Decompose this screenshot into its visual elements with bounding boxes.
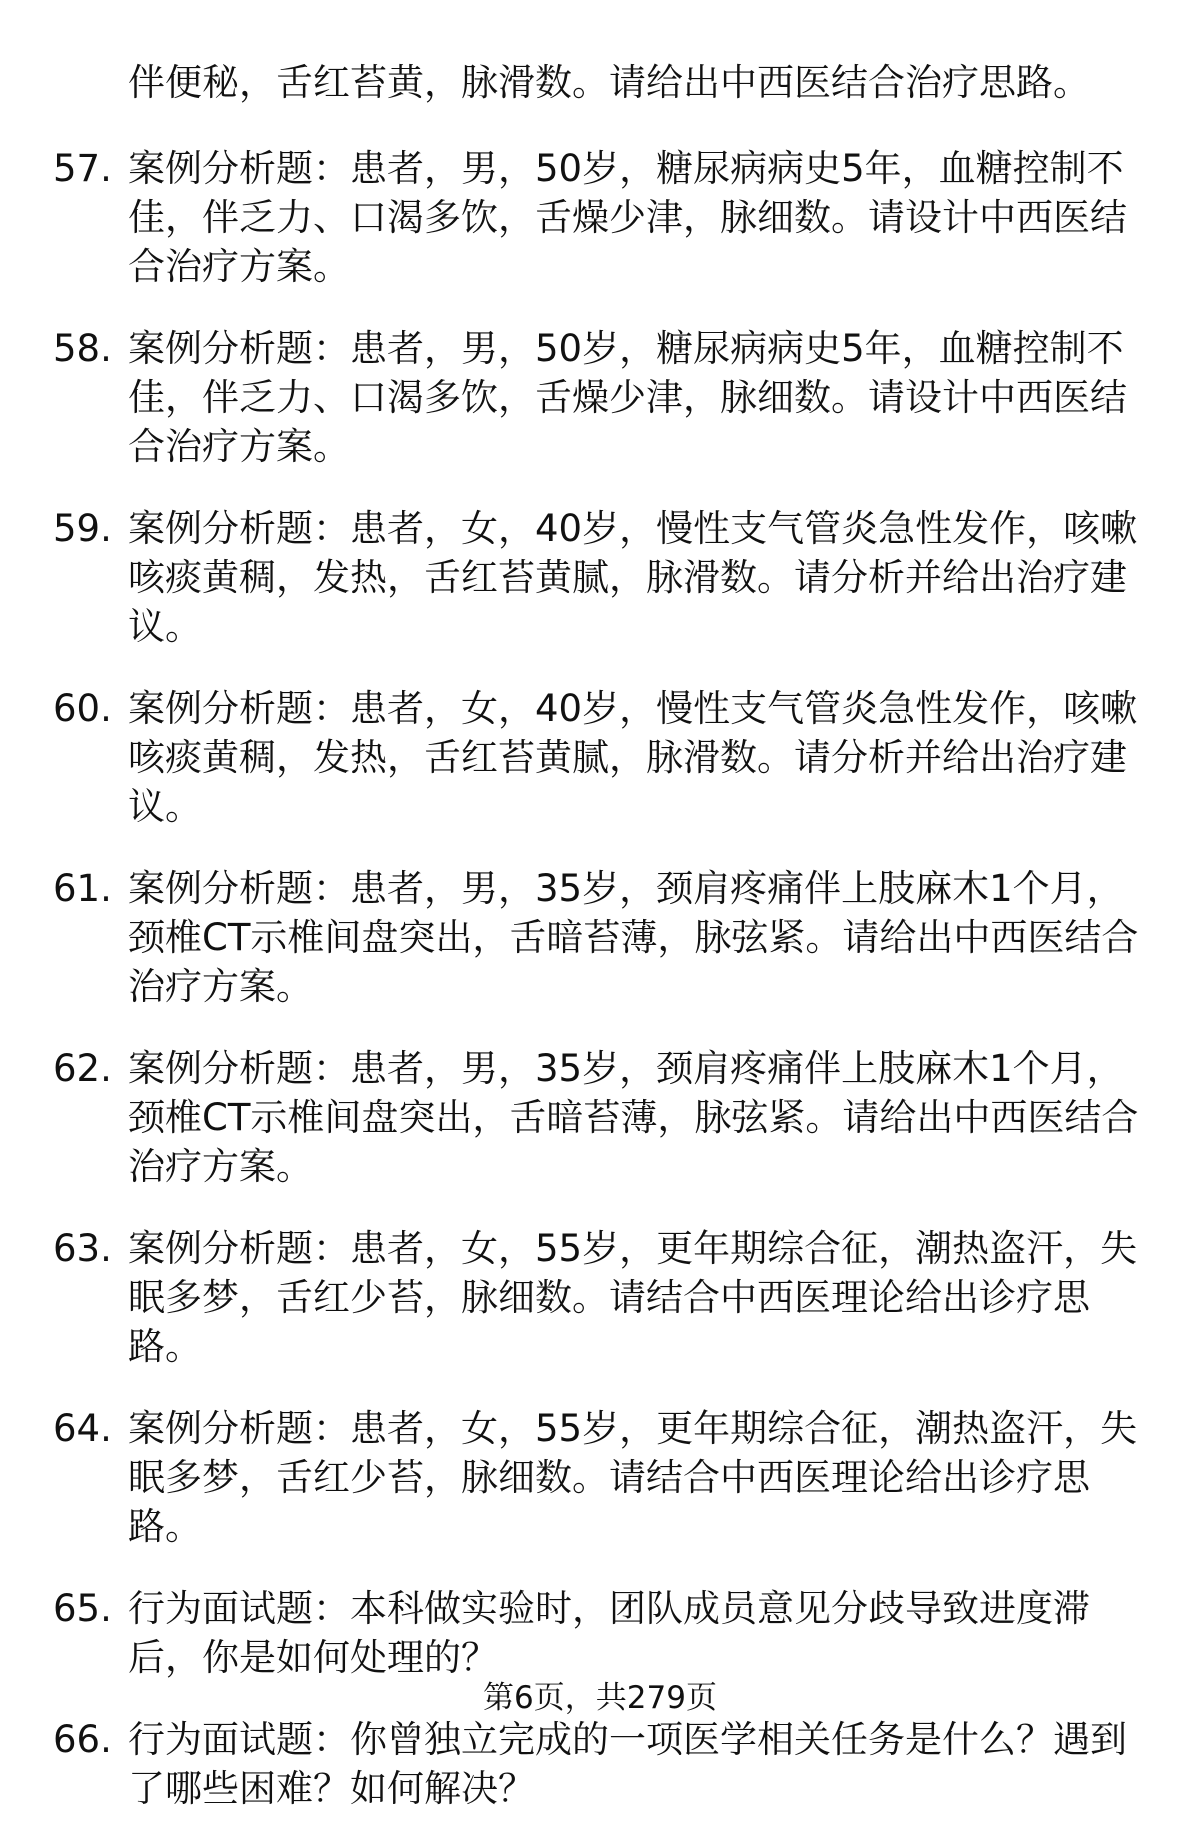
question-number: 60. bbox=[53, 687, 112, 730]
question-number: 58. bbox=[53, 327, 112, 370]
question-item bbox=[53, 684, 1153, 831]
question-number: 66. bbox=[53, 1718, 112, 1761]
question-number: 63. bbox=[53, 1227, 112, 1270]
question-text: 案例分析题：患者，男，35岁，颈肩疼痛伴上肢麻木1个月，颈椎CT示椎间盘突出，舌暗苔薄，脉弦紧。请给出中西医结合治疗方案。 bbox=[128, 1047, 1139, 1188]
question-item bbox=[53, 504, 1153, 651]
question-item bbox=[53, 324, 1153, 471]
question-item bbox=[53, 1404, 1153, 1551]
question-text: 案例分析题：患者，女，55岁，更年期综合征，潮热盗汗，失眠多梦，舌红少苔，脉细数。请结合中西医理论给出诊疗思路。 bbox=[128, 1227, 1138, 1368]
question-text: 行为面试题：本科做实验时，团队成员意见分歧导致进度滞后，你是如何处理的？ bbox=[128, 1587, 1090, 1679]
question-text: 案例分析题：患者，男，50岁，糖尿病病史5年，血糖控制不佳，伴乏力、口渴多饮，舌燥少津，脉细数。请设计中西医结合治疗方案。 bbox=[128, 327, 1127, 468]
question-text: 案例分析题：患者，女，40岁，慢性支气管炎急性发作，咳嗽咳痰黄稠，发热，舌红苔黄腻，脉滑数。请分析并给出治疗建议。 bbox=[128, 687, 1138, 828]
question-number: 59. bbox=[53, 507, 112, 550]
question-text: 行为面试题：你曾独立完成的一项医学相关任务是什么？遇到了哪些困难？如何解决？ bbox=[128, 1718, 1127, 1810]
question-number: 64. bbox=[53, 1407, 112, 1450]
question-text: 案例分析题：患者，男，50岁，糖尿病病史5年，血糖控制不佳，伴乏力、口渴多饮，舌燥少津，脉细数。请设计中西医结合治疗方案。 bbox=[128, 147, 1127, 288]
question-number: 65. bbox=[53, 1587, 112, 1630]
question-number: 61. bbox=[53, 867, 112, 910]
question-number: 57. bbox=[53, 147, 112, 190]
question-item bbox=[53, 1044, 1153, 1191]
question-continuation bbox=[53, 58, 1153, 107]
question-number: 62. bbox=[53, 1047, 112, 1090]
question-text: 伴便秘，舌红苔黄，脉滑数。请给出中西医结合治疗思路。 bbox=[128, 61, 1090, 104]
question-item bbox=[53, 1715, 1153, 1813]
question-item bbox=[53, 144, 1153, 291]
question-text: 案例分析题：患者，女，40岁，慢性支气管炎急性发作，咳嗽咳痰黄稠，发热，舌红苔黄腻，脉滑数。请分析并给出治疗建议。 bbox=[128, 507, 1138, 648]
question-item bbox=[53, 1224, 1153, 1371]
question-text: 案例分析题：患者，男，35岁，颈肩疼痛伴上肢麻木1个月，颈椎CT示椎间盘突出，舌暗苔薄，脉弦紧。请给出中西医结合治疗方案。 bbox=[128, 867, 1139, 1008]
question-item bbox=[53, 1584, 1153, 1682]
question-item bbox=[53, 864, 1153, 1011]
page-number: 第6页，共279页 bbox=[483, 1680, 717, 1716]
question-text: 案例分析题：患者，女，55岁，更年期综合征，潮热盗汗，失眠多梦，舌红少苔，脉细数。请结合中西医理论给出诊疗思路。 bbox=[128, 1407, 1138, 1548]
question-list bbox=[53, 58, 1153, 1846]
